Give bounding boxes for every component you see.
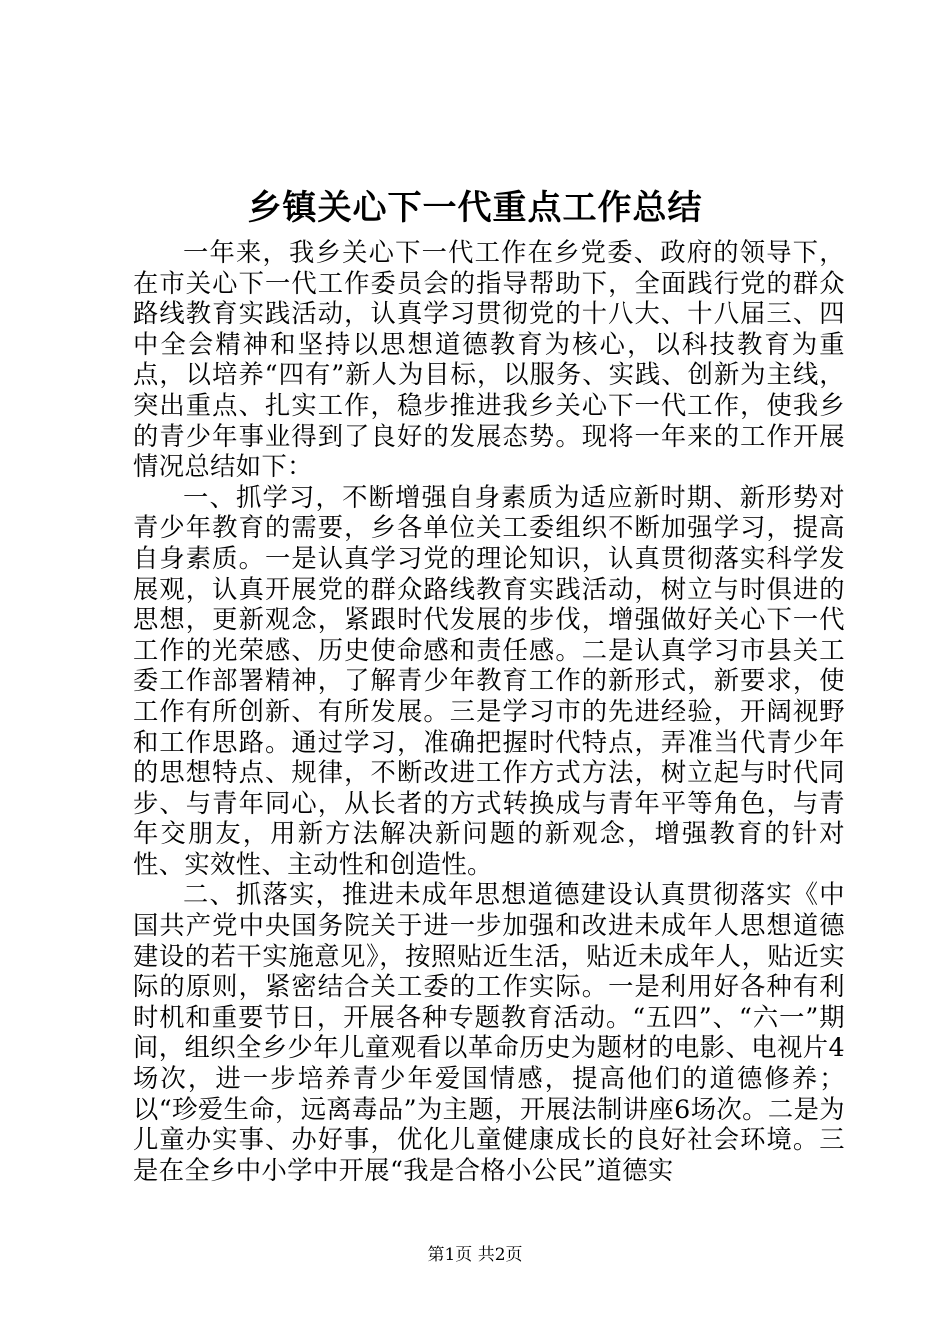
document-title: 乡镇关心下一代重点工作总结 xyxy=(247,188,703,228)
document-body xyxy=(133,238,845,1186)
page-number-footer: 第1页 共2页 xyxy=(427,1245,523,1265)
paragraph-section-2: 二、抓落实，推进未成年思想道德建设认真贯彻落实《中国共产党中央国务院关于进一步加强和改进未成年人思想道德建设的若干实施意见》，按照贴近生活，贴近未成年人，贴近实际的原则，紧密结合关工委的工作实际。一是利用好各种有利时机和重要节日，开展各种专题教育活动。“五四”、“六一”期间，组织全乡少年儿童观看以革命历史为题材的电影、电视片4场次，进一步培养青少年爱国情感，提高他们的道德修养；以“珍爱生命，远离毒品”为主题，开展法制讲座6场次。二是为儿童办实事、办好事，优化儿童健康成长的良好社会环境。三是在全乡中小学中开展“我是合格小公民”道德实 xyxy=(133,880,845,1185)
paragraph-section-1: 一、抓学习，不断增强自身素质为适应新时期、新形势对青少年教育的需要，乡各单位关工委组织不断加强学习，提高自身素质。一是认真学习党的理论知识，认真贯彻落实科学发展观，认真开展党的群众路线教育实践活动，树立与时俱进的思想，更新观念，紧跟时代发展的步伐，增强做好关心下一代工作的光荣感、历史使命感和责任感。二是认真学习市县关工委工作部署精神，了解青少年教育工作的新形式，新要求，使工作有所创新、有所发展。三是学习市的先进经验，开阔视野和工作思路。通过学习，准确把握时代特点，弄准当代青少年的思想特点、规律，不断改进工作方式方法，树立起与时代同步、与青年同心，从长者的方式转换成与青年平等角色，与青年交朋友，用新方法解决新问题的新观念，增强教育的针对性、实效性、主动性和创造性。 xyxy=(133,482,845,879)
paragraph-intro: 一年来，我乡关心下一代工作在乡党委、政府的领导下，在市关心下一代工作委员会的指导帮助下，全面践行党的群众路线教育实践活动，认真学习贯彻党的十八大、十八届三、四中全会精神和坚持以思想道德教育为核心，以科技教育为重点，以培养“四有”新人为目标，以服务、实践、创新为主线，突出重点、扎实工作，稳步推进我乡关心下一代工作，使我乡的青少年事业得到了良好的发展态势。现将一年来的工作开展情况总结如下： xyxy=(133,238,845,482)
